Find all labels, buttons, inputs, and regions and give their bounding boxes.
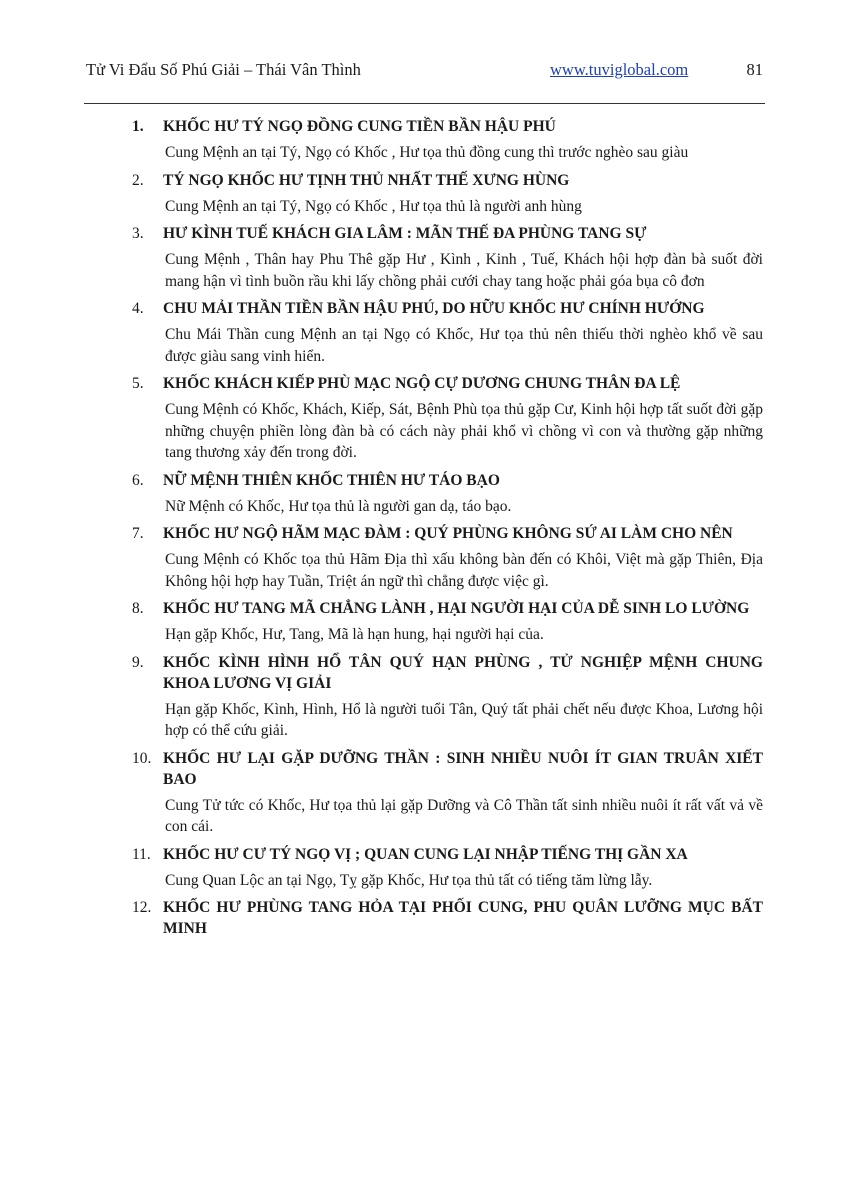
entry-heading: KHỐC HƯ PHÙNG TANG HỎA TẠI PHỐI CUNG, PHU QUÂN LƯỠNG MỤC BẤT MINH <box>163 899 763 937</box>
entry-description: Hạn gặp Khốc, Kình, Hình, Hổ là người tuổi Tân, Quý tất phải chết nếu được Khoa, Lương hội hợp có thể cứu giải. <box>165 700 763 739</box>
entry-number: 11. <box>132 845 151 863</box>
entry-heading-row <box>132 897 763 939</box>
entry-heading-row <box>132 844 763 865</box>
entry-heading-row <box>132 373 763 394</box>
entry-heading: HƯ KÌNH TUẾ KHÁCH GIA LÂM : MÃN THẾ ĐA PHÙNG TANG SỰ <box>163 225 647 242</box>
entry-3 <box>132 223 763 292</box>
entry-6 <box>132 470 763 518</box>
entry-description: Chu Mái Thần cung Mệnh an tại Ngọ có Khốc, Hư tọa thủ nên thiếu thời nghèo khổ về sau được giàu sang vinh hiển. <box>165 326 763 365</box>
entry-heading: NỮ MỆNH THIÊN KHỐC THIÊN HƯ TÁO BẠO <box>163 471 500 489</box>
entry-12 <box>132 897 763 939</box>
entry-heading: KHỐC KHÁCH KIẾP PHÙ MẠC NGỘ CỰ DƯƠNG CHUNG THÂN ĐA LỆ <box>163 375 681 392</box>
book-title: Tử Vi Đẩu Số Phú Giải – Thái Vân Thình <box>86 60 361 79</box>
entry-number: 10. <box>132 749 152 767</box>
entry-description: Hạn gặp Khốc, Hư, Tang, Mã là hạn hung, hại người hại của. <box>165 626 544 643</box>
entry-heading-row <box>132 116 763 137</box>
entry-number: 8. <box>132 600 144 617</box>
entry-10 <box>132 748 763 838</box>
entry-heading: TÝ NGỌ KHỐC HƯ TỊNH THỦ NHẤT THẾ XƯNG HÙNG <box>163 171 570 189</box>
entry-description: Cung Mệnh có Khốc tọa thủ Hãm Địa thì xấu không bàn đến có Khôi, Việt mà gặp Thiên, Địa Không hội hợp hay Tuần, Triệt án ngữ thì chẳng được việc gì. <box>165 551 763 590</box>
page-header <box>86 60 763 84</box>
entry-heading-row <box>132 598 763 619</box>
entry-number: 6. <box>132 471 144 489</box>
entry-heading-row <box>132 223 763 244</box>
entry-description: Cung Mệnh có Khốc, Khách, Kiếp, Sát, Bệnh Phù tọa thủ gặp Cư, Kinh hội hợp tất suốt đời gặp những chuyện phiền lòng đàn bà có cách này phải khổ vì chồng vì con và thường gặp những tang thương xảy đến trong đời. <box>165 401 763 461</box>
entry-heading: KHỐC HƯ TÝ NGỌ ĐỒNG CUNG TIỀN BẦN HẬU PHÚ <box>163 118 556 135</box>
entry-heading-row <box>132 748 763 790</box>
website-link[interactable]: www.tuviglobal.com <box>550 60 689 79</box>
entry-number: 4. <box>132 300 144 317</box>
entry-9 <box>132 652 763 742</box>
entry-2 <box>132 170 763 218</box>
entry-number: 1. <box>132 118 144 135</box>
entry-description: Cung Mệnh an tại Tý, Ngọ có Khốc , Hư tọa thủ đồng cung thì trước nghèo sau giàu <box>165 144 689 161</box>
entry-number: 5. <box>132 375 144 392</box>
page-number: 81 <box>746 60 763 79</box>
entry-heading: KHỐC KÌNH HÌNH HỔ TÂN QUÝ HẠN PHÙNG , TỬ NGHIỆP MỆNH CHUNG KHOA LƯƠNG VỊ GIẢI <box>163 653 763 692</box>
entry-description: Nữ Mệnh có Khốc, Hư tọa thủ là người gan dạ, táo bạo. <box>165 497 512 515</box>
entry-5 <box>132 373 763 464</box>
entry-heading: KHỐC HƯ LẠI GẶP DƯỠNG THẦN : SINH NHIỀU NUÔI ÍT GIAN TRUÂN XIẾT BAO <box>163 749 763 788</box>
entry-heading: KHỐC HƯ CƯ TÝ NGỌ VỊ ; QUAN CUNG LẠI NHẬP TIẾNG THỊ GẦN XA <box>163 845 688 863</box>
entry-8 <box>132 598 763 646</box>
entry-heading-row <box>132 523 763 544</box>
entry-heading: KHỐC HƯ TANG MÃ CHẲNG LÀNH , HẠI NGƯỜI HẠI CỦA DỄ SINH LO LƯỜNG <box>163 600 750 617</box>
entry-list <box>132 116 763 945</box>
entry-heading: CHU MẢI THẦN TIỀN BẦN HẬU PHÚ, DO HỮU KHỐC HƯ CHÍNH HƯỚNG <box>163 300 705 317</box>
entry-1 <box>132 116 763 164</box>
entry-heading-row <box>132 298 763 319</box>
entry-number: 3. <box>132 225 144 242</box>
entry-heading-row <box>132 652 763 694</box>
entry-number: 12. <box>132 899 152 916</box>
entry-number: 7. <box>132 525 144 542</box>
entry-heading: KHỐC HƯ NGỘ HÃM MẠC ĐÀM : QUÝ PHÙNG KHÔNG SỨ AI LÀM CHO NÊN <box>163 525 733 542</box>
entry-heading-row <box>132 470 763 491</box>
entry-description: Cung Mệnh an tại Tý, Ngọ có Khốc , Hư tọa thủ là người anh hùng <box>165 197 582 215</box>
header-divider <box>84 103 765 104</box>
entry-description: Cung Quan Lộc an tại Ngọ, Tỵ gặp Khốc, Hư tọa thủ tất có tiếng tăm lừng lẫy. <box>165 871 653 889</box>
entry-heading-row <box>132 170 763 191</box>
entry-number: 2. <box>132 171 144 189</box>
entry-number: 9. <box>132 653 144 671</box>
entry-11 <box>132 844 763 892</box>
entry-description: Cung Mệnh , Thân hay Phu Thê gặp Hư , Kình , Kinh , Tuế, Khách hội hợp đàn bà suốt đời mang hận vì tình buồn rầu khi lấy chồng phải cưới chay tang hoặc phải góa bụa cô đơn <box>165 251 763 290</box>
entry-7 <box>132 523 763 592</box>
entry-4 <box>132 298 763 367</box>
entry-description: Cung Tử tức có Khốc, Hư tọa thủ lại gặp Dưỡng và Cô Thần tất sinh nhiều nuôi ít rất vất vả về con cái. <box>165 796 763 835</box>
